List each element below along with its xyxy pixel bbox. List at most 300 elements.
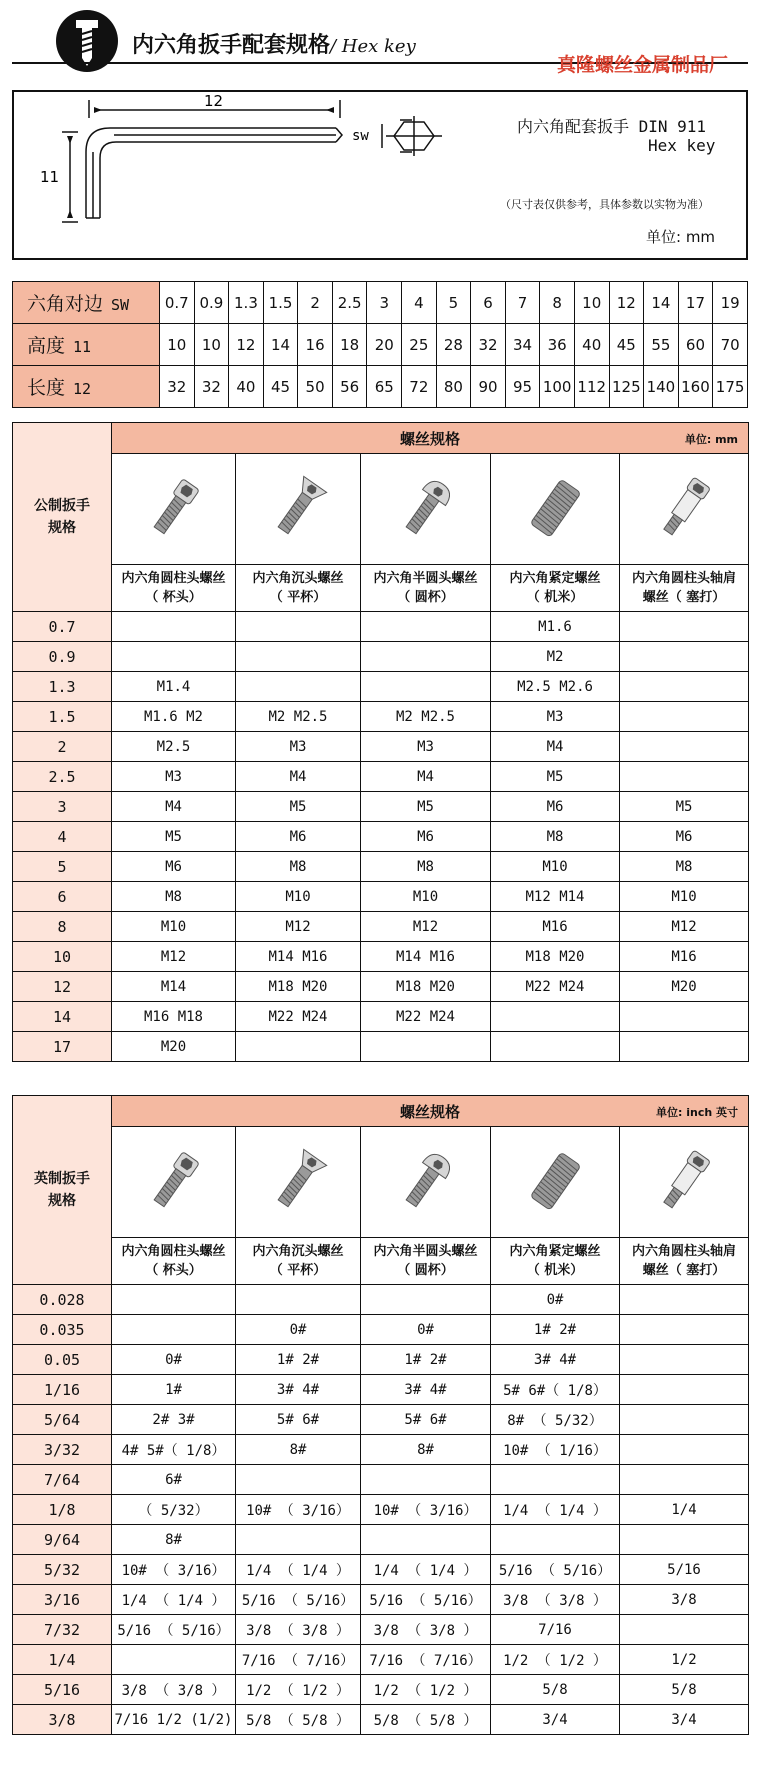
size-row xyxy=(13,282,748,324)
screw-size-cell xyxy=(620,1345,749,1375)
screw-size-cell: 3# 4# xyxy=(361,1375,491,1405)
screw-type-alias: 螺丝（ 塞打） xyxy=(642,590,726,605)
screw-size-cell: 3/8 （ 3/8 ） xyxy=(112,1675,236,1705)
screw-size-cell xyxy=(620,642,749,672)
screw-size-cell xyxy=(620,672,749,702)
size-cell: 65 xyxy=(367,366,402,408)
screw-size-cell xyxy=(112,642,236,672)
imperial-corner-line2: 规格 xyxy=(48,1193,76,1209)
countersunk-screw-icon xyxy=(236,454,361,565)
screw-size-cell: 1# 2# xyxy=(361,1345,491,1375)
screw-size-cell: 7/16 （ 7/16） xyxy=(236,1645,361,1675)
screw-size-cell: 5/8 xyxy=(620,1675,749,1705)
screw-size-cell: M4 xyxy=(236,762,361,792)
screw-size-cell: 0# xyxy=(361,1315,491,1345)
screw-type-alias: （ 杯头） xyxy=(145,1263,202,1278)
screw-size-cell: M5 xyxy=(236,792,361,822)
screw-size-cell: M18 M20 xyxy=(491,942,620,972)
table-row xyxy=(13,1032,749,1062)
screw-type-alias: （ 平杯） xyxy=(269,590,327,605)
screw-size-cell: 8# xyxy=(236,1435,361,1465)
table-row xyxy=(13,612,749,642)
size-cell: 112 xyxy=(574,366,609,408)
screw-size-cell: 7/16 1/2 (1/2) xyxy=(112,1705,236,1735)
size-row-label-text: 六角对边 xyxy=(27,293,104,315)
diagram-title: 内六角配套扳手 DIN 911 xyxy=(517,117,707,136)
size-cell: 2 xyxy=(298,282,333,324)
imperial-unit: 单位: inch 英寸 xyxy=(655,1106,738,1119)
diagram-subtitle: Hex key xyxy=(648,136,716,155)
screw-size-cell: M2.5 M2.6 xyxy=(491,672,620,702)
screw-type-name: 内六角紧定螺丝 xyxy=(509,571,601,586)
size-cell: 140 xyxy=(644,366,679,408)
size-cell: 70 xyxy=(713,324,748,366)
size-cell: 10 xyxy=(160,324,195,366)
size-cell: 1.3 xyxy=(229,282,264,324)
imperial-corner-line1: 英制扳手 xyxy=(34,1171,90,1187)
set-screw-icon xyxy=(491,454,620,565)
screw-size-cell: M16 xyxy=(491,912,620,942)
table-row xyxy=(13,762,749,792)
screw-size-cell: M18 M20 xyxy=(361,972,491,1002)
screw-size-cell xyxy=(236,612,361,642)
wrench-size-label: 3/16 xyxy=(13,1585,112,1615)
table-row xyxy=(13,1525,749,1555)
screw-size-cell xyxy=(112,612,236,642)
page-header xyxy=(0,0,760,80)
size-cell: 45 xyxy=(263,366,298,408)
screw-size-cell: 3/8 （ 3/8 ） xyxy=(491,1585,620,1615)
wrench-size-label: 2 xyxy=(13,732,112,762)
screw-size-cell xyxy=(620,1375,749,1405)
screw-type-name: 内六角半圆头螺丝 xyxy=(373,571,478,586)
screw-size-cell: 3/8 （ 3/8 ） xyxy=(361,1615,491,1645)
screw-size-cell: M2 M2.5 xyxy=(361,702,491,732)
screw-type-name: 内六角圆柱头螺丝 xyxy=(121,571,226,586)
screw-size-cell: 3/4 xyxy=(620,1705,749,1735)
metric-spec-table xyxy=(12,422,749,1062)
screw-size-cell: M22 M24 xyxy=(491,972,620,1002)
screw-size-cell xyxy=(112,1315,236,1345)
size-row-label xyxy=(13,282,160,324)
table-row xyxy=(13,1435,749,1465)
screw-size-cell xyxy=(361,1465,491,1495)
screw-size-cell: 1/2 （ 1/2 ） xyxy=(361,1675,491,1705)
wrench-size-label: 14 xyxy=(13,1002,112,1032)
screw-size-cell: 5/8 （ 5/8 ） xyxy=(236,1705,361,1735)
imperial-band-title: 螺丝规格 xyxy=(399,1102,460,1121)
screw-size-cell: M2.5 xyxy=(112,732,236,762)
size-cell: 32 xyxy=(160,366,195,408)
screw-size-cell xyxy=(361,1032,491,1062)
size-cell: 10 xyxy=(574,282,609,324)
screw-size-cell: M2 M2.5 xyxy=(236,702,361,732)
screw-type-header xyxy=(361,1238,491,1285)
screw-size-cell: 1/4 （ 1/4 ） xyxy=(361,1555,491,1585)
screw-type-alias: （ 机米） xyxy=(526,590,584,605)
screw-size-cell xyxy=(491,1465,620,1495)
screw-size-cell xyxy=(620,1435,749,1465)
screw-size-cell: M1.6 xyxy=(491,612,620,642)
socket-cap-screw-icon xyxy=(112,454,236,565)
shoulder-screw-icon xyxy=(620,1127,749,1238)
screw-size-cell: 0# xyxy=(112,1345,236,1375)
screw-size-cell: M5 xyxy=(491,762,620,792)
wrench-size-label: 0.028 xyxy=(13,1285,112,1315)
table-row xyxy=(13,1615,749,1645)
screw-size-cell: 10# （ 3/16） xyxy=(236,1495,361,1525)
screw-size-cell: 5/16 （ 5/16） xyxy=(491,1555,620,1585)
screw-type-alias: （ 平杯） xyxy=(269,1263,327,1278)
wrench-size-label: 9/64 xyxy=(13,1525,112,1555)
wrench-size-label: 5/16 xyxy=(13,1675,112,1705)
table-row xyxy=(13,1465,749,1495)
screw-type-header xyxy=(236,1238,361,1285)
screw-size-cell xyxy=(620,702,749,732)
screw-size-cell xyxy=(236,642,361,672)
diagram-note: （尺寸表仅供参考，具体参数以实物为准） xyxy=(500,198,709,211)
screw-size-cell: M5 xyxy=(112,822,236,852)
size-row xyxy=(13,366,748,408)
screw-type-header xyxy=(491,1238,620,1285)
screw-size-cell: 1/2 xyxy=(620,1645,749,1675)
screw-size-cell xyxy=(236,1465,361,1495)
screw-size-cell: M14 xyxy=(112,972,236,1002)
table-row xyxy=(13,1645,749,1675)
screw-size-cell: 0# xyxy=(236,1315,361,1345)
screw-type-header xyxy=(112,565,236,612)
size-cell: 32 xyxy=(471,324,506,366)
screw-type-name: 内六角圆柱头轴肩 xyxy=(631,571,736,586)
screw-size-cell: M4 xyxy=(112,792,236,822)
screw-size-cell: M6 xyxy=(491,792,620,822)
screw-type-alias: （ 机米） xyxy=(526,1263,584,1278)
wrench-size-label: 0.035 xyxy=(13,1315,112,1345)
screw-size-cell: M10 xyxy=(491,852,620,882)
screw-size-cell: 3# 4# xyxy=(236,1375,361,1405)
screw-size-cell: M16 M18 xyxy=(112,1002,236,1032)
size-cell: 4 xyxy=(402,282,437,324)
size-cell: 56 xyxy=(332,366,367,408)
screw-size-cell: 1/4 xyxy=(620,1495,749,1525)
screw-type-header xyxy=(620,1238,749,1285)
screw-size-cell: 1/4 （ 1/4 ） xyxy=(112,1585,236,1615)
screw-size-cell: M2 xyxy=(491,642,620,672)
imperial-band xyxy=(112,1096,749,1127)
size-cell: 55 xyxy=(644,324,679,366)
table-row xyxy=(13,1002,749,1032)
socket-cap-screw-icon xyxy=(112,1127,236,1238)
metric-band xyxy=(112,423,749,454)
size-row-label xyxy=(13,324,160,366)
size-cell: 95 xyxy=(505,366,540,408)
screw-size-cell xyxy=(620,1405,749,1435)
screw-size-cell: M6 xyxy=(112,852,236,882)
size-cell: 0.9 xyxy=(194,282,229,324)
screw-type-name: 内六角圆柱头轴肩 xyxy=(631,1244,736,1259)
size-cell: 25 xyxy=(402,324,437,366)
screw-size-cell: 8# （ 5/32） xyxy=(491,1405,620,1435)
wrench-size-label: 12 xyxy=(13,972,112,1002)
screw-size-cell: M22 M24 xyxy=(361,1002,491,1032)
size-row-symbol: 12 xyxy=(73,380,92,398)
size-cell: 175 xyxy=(713,366,748,408)
screw-size-cell: 3/8 xyxy=(620,1585,749,1615)
wrench-size-label: 3 xyxy=(13,792,112,822)
table-row xyxy=(13,1405,749,1435)
wrench-size-label: 1/8 xyxy=(13,1495,112,1525)
screw-size-cell: 1/2 （ 1/2 ） xyxy=(491,1645,620,1675)
size-cell: 14 xyxy=(644,282,679,324)
screw-size-cell xyxy=(620,1285,749,1315)
screw-size-cell: M22 M24 xyxy=(236,1002,361,1032)
wrench-size-label: 7/32 xyxy=(13,1615,112,1645)
table-row xyxy=(13,1345,749,1375)
dim-l2-label: 12 xyxy=(204,92,224,110)
screw-size-cell: M12 M14 xyxy=(491,882,620,912)
size-cell: 17 xyxy=(678,282,713,324)
size-cell: 40 xyxy=(574,324,609,366)
diagram-unit: 单位: mm xyxy=(646,228,716,246)
screw-type-alias: 螺丝（ 塞打） xyxy=(642,1263,726,1278)
table-row xyxy=(13,972,749,1002)
screw-size-cell: 5/16 xyxy=(620,1555,749,1585)
screw-size-cell xyxy=(361,612,491,642)
metric-unit: 单位: mm xyxy=(684,433,738,446)
screw-size-cell: M8 xyxy=(112,882,236,912)
shoulder-screw-icon xyxy=(620,454,749,565)
screw-type-name: 内六角半圆头螺丝 xyxy=(373,1244,478,1259)
screw-size-cell xyxy=(112,1285,236,1315)
table-row xyxy=(13,1375,749,1405)
screw-size-cell xyxy=(491,1002,620,1032)
size-row xyxy=(13,324,748,366)
screw-size-cell: M3 xyxy=(236,732,361,762)
size-cell: 3 xyxy=(367,282,402,324)
size-cell: 7 xyxy=(505,282,540,324)
screw-size-cell: 5# 6# xyxy=(361,1405,491,1435)
table-row xyxy=(13,1675,749,1705)
table-row xyxy=(13,732,749,762)
wrench-size-label: 0.7 xyxy=(13,612,112,642)
table-row xyxy=(13,1705,749,1735)
screw-size-cell: （ 5/32） xyxy=(112,1495,236,1525)
screw-type-header xyxy=(361,565,491,612)
wrench-size-label: 3/32 xyxy=(13,1435,112,1465)
screw-type-header xyxy=(491,565,620,612)
wrench-size-label: 2.5 xyxy=(13,762,112,792)
screw-size-cell xyxy=(236,1285,361,1315)
screw-size-cell: 5/16 （ 5/16） xyxy=(112,1615,236,1645)
screw-size-cell: 1# 2# xyxy=(491,1315,620,1345)
wrench-size-label: 6 xyxy=(13,882,112,912)
screw-size-cell: M12 xyxy=(620,912,749,942)
set-screw-icon xyxy=(491,1127,620,1238)
screw-size-cell xyxy=(620,1615,749,1645)
screw-size-cell: 5/16 （ 5/16） xyxy=(236,1585,361,1615)
page-title xyxy=(132,28,416,59)
screw-size-cell: M14 M16 xyxy=(236,942,361,972)
wrench-size-label: 5/64 xyxy=(13,1405,112,1435)
key-size-table xyxy=(12,281,748,408)
screw-size-cell xyxy=(361,1285,491,1315)
size-cell: 10 xyxy=(194,324,229,366)
size-cell: 34 xyxy=(505,324,540,366)
screw-type-name: 内六角圆柱头螺丝 xyxy=(121,1244,226,1259)
screw-size-cell: M10 xyxy=(620,882,749,912)
metric-corner-header xyxy=(13,423,112,612)
wrench-size-label: 1/4 xyxy=(13,1645,112,1675)
size-cell: 5 xyxy=(436,282,471,324)
screw-size-cell: M14 M16 xyxy=(361,942,491,972)
size-cell: 45 xyxy=(609,324,644,366)
size-cell: 40 xyxy=(229,366,264,408)
table-row xyxy=(13,792,749,822)
screw-size-cell xyxy=(620,732,749,762)
size-row-label-text: 长度 xyxy=(27,377,66,399)
table-row xyxy=(13,1585,749,1615)
screw-size-cell: M6 xyxy=(620,822,749,852)
size-cell: 16 xyxy=(298,324,333,366)
table-row xyxy=(13,822,749,852)
size-cell: 80 xyxy=(436,366,471,408)
hex-key-drawing xyxy=(14,92,474,258)
screw-size-cell: M12 xyxy=(361,912,491,942)
wrench-size-label: 3/8 xyxy=(13,1705,112,1735)
size-cell: 160 xyxy=(678,366,713,408)
screw-size-cell: 0# xyxy=(491,1285,620,1315)
screw-size-cell xyxy=(620,1315,749,1345)
table-row xyxy=(13,882,749,912)
table-row xyxy=(13,642,749,672)
size-cell: 1.5 xyxy=(263,282,298,324)
table-row xyxy=(13,1315,749,1345)
screw-size-cell: 3/8 （ 3/8 ） xyxy=(236,1615,361,1645)
size-cell: 32 xyxy=(194,366,229,408)
screw-size-cell xyxy=(620,1525,749,1555)
size-cell: 8 xyxy=(540,282,575,324)
screw-size-cell xyxy=(236,1032,361,1062)
screw-size-cell: M4 xyxy=(361,762,491,792)
imperial-corner-header xyxy=(13,1096,112,1285)
screw-type-alias: （ 杯头） xyxy=(145,590,202,605)
wrench-size-label: 5/32 xyxy=(13,1555,112,1585)
screw-size-cell: 10# （ 3/16） xyxy=(361,1495,491,1525)
size-cell: 12 xyxy=(229,324,264,366)
screw-type-name: 内六角紧定螺丝 xyxy=(509,1244,601,1259)
screw-size-cell xyxy=(361,672,491,702)
screw-size-cell: 10# （ 1/16） xyxy=(491,1435,620,1465)
screw-size-cell xyxy=(620,1465,749,1495)
screw-type-name: 内六角沉头螺丝 xyxy=(252,571,344,586)
wrench-size-label: 1/16 xyxy=(13,1375,112,1405)
screw-size-cell: 1/2 （ 1/2 ） xyxy=(236,1675,361,1705)
metric-corner-line2: 规格 xyxy=(48,520,76,536)
screw-size-cell: M8 xyxy=(236,852,361,882)
wrench-size-label: 17 xyxy=(13,1032,112,1062)
screw-size-cell: M16 xyxy=(620,942,749,972)
screw-size-cell: M1.6 M2 xyxy=(112,702,236,732)
screw-size-cell: M10 xyxy=(236,882,361,912)
size-cell: 50 xyxy=(298,366,333,408)
screw-size-cell: M12 xyxy=(236,912,361,942)
screw-size-cell xyxy=(620,1032,749,1062)
screw-size-cell: M18 M20 xyxy=(236,972,361,1002)
screw-type-alias: （ 圆杯） xyxy=(397,590,454,605)
screw-size-cell: M3 xyxy=(361,732,491,762)
hex-key-diagram xyxy=(12,90,748,260)
screw-size-cell: M10 xyxy=(112,912,236,942)
screw-size-cell: 2# 3# xyxy=(112,1405,236,1435)
screw-size-cell: M5 xyxy=(620,792,749,822)
screw-size-cell: M8 xyxy=(491,822,620,852)
size-cell: 72 xyxy=(402,366,437,408)
table-row xyxy=(13,672,749,702)
button-head-screw-icon xyxy=(361,1127,491,1238)
screw-size-cell: 7/16 xyxy=(491,1615,620,1645)
size-cell: 18 xyxy=(332,324,367,366)
screw-size-cell xyxy=(112,1645,236,1675)
size-cell: 19 xyxy=(713,282,748,324)
screw-size-cell: M1.4 xyxy=(112,672,236,702)
wrench-size-label: 1.5 xyxy=(13,702,112,732)
screw-size-cell: 1# xyxy=(112,1375,236,1405)
size-cell: 6 xyxy=(471,282,506,324)
screw-size-cell: M6 xyxy=(361,822,491,852)
size-cell: 125 xyxy=(609,366,644,408)
imperial-spec-table xyxy=(12,1095,749,1735)
size-cell: 2.5 xyxy=(332,282,367,324)
wrench-size-label: 1.3 xyxy=(13,672,112,702)
wrench-size-label: 4 xyxy=(13,822,112,852)
screw-size-cell: M20 xyxy=(112,1032,236,1062)
dim-l1-label: 11 xyxy=(40,168,60,186)
screw-type-header xyxy=(112,1238,236,1285)
screw-size-cell: 1/4 （ 1/4 ） xyxy=(491,1495,620,1525)
screw-size-cell: 10# （ 3/16） xyxy=(112,1555,236,1585)
screw-size-cell: M12 xyxy=(112,942,236,972)
size-cell: 14 xyxy=(263,324,298,366)
screw-size-cell: M20 xyxy=(620,972,749,1002)
countersunk-screw-icon xyxy=(236,1127,361,1238)
screw-type-header xyxy=(236,565,361,612)
screw-size-cell: M4 xyxy=(491,732,620,762)
size-row-symbol: SW xyxy=(111,296,130,314)
screw-type-header xyxy=(620,565,749,612)
screw-size-cell: 3/4 xyxy=(491,1705,620,1735)
wrench-size-label: 5 xyxy=(13,852,112,882)
table-row xyxy=(13,912,749,942)
screw-size-cell xyxy=(620,762,749,792)
screw-size-cell: M5 xyxy=(361,792,491,822)
table-row xyxy=(13,1555,749,1585)
size-cell: 100 xyxy=(540,366,575,408)
screw-type-name: 内六角沉头螺丝 xyxy=(252,1244,344,1259)
screw-size-cell: M8 xyxy=(620,852,749,882)
screw-size-cell xyxy=(236,1525,361,1555)
screw-type-alias: （ 圆杯） xyxy=(397,1263,454,1278)
screw-size-cell: 1# 2# xyxy=(236,1345,361,1375)
screw-size-cell xyxy=(620,612,749,642)
screw-size-cell: 5/16 （ 5/16） xyxy=(361,1585,491,1615)
size-cell: 36 xyxy=(540,324,575,366)
screw-size-cell: M6 xyxy=(236,822,361,852)
screw-size-cell: 5# 6# xyxy=(236,1405,361,1435)
screw-size-cell xyxy=(491,1032,620,1062)
screw-size-cell: 5# 6#（ 1/8） xyxy=(491,1375,620,1405)
size-cell: 60 xyxy=(678,324,713,366)
screw-size-cell xyxy=(361,1525,491,1555)
